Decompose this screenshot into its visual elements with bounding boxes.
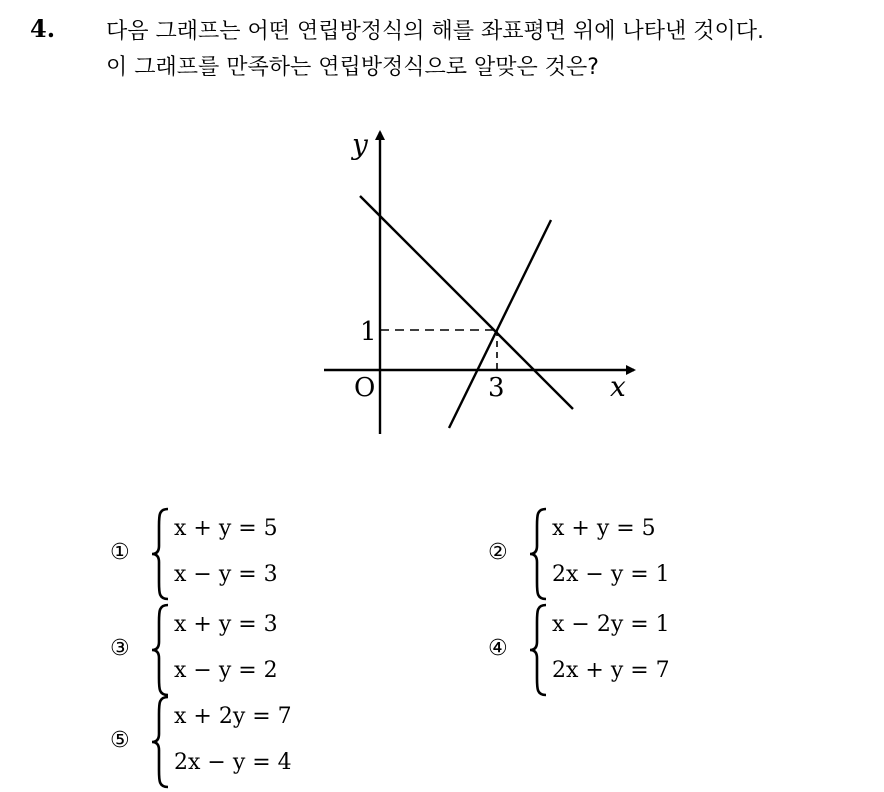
left-brace-icon	[150, 602, 172, 698]
choice-2-equation-1: x + y = 5	[552, 516, 656, 541]
left-brace-icon	[150, 694, 172, 790]
question-text-line-2: 이 그래프를 만족하는 연립방정식으로 알맞은 것은?	[106, 55, 599, 80]
choice-4-equation-2: 2x + y = 7	[552, 658, 670, 683]
choice-5-equation-2: 2x − y = 4	[174, 750, 292, 775]
x-tick-label: 3	[488, 373, 505, 403]
line-decreasing	[360, 196, 573, 409]
y-axis-label: y	[352, 128, 368, 161]
choice-4-mark: ④	[488, 636, 508, 661]
choice-2-equation-2: 2x − y = 1	[552, 562, 670, 587]
choice-3-mark: ③	[110, 636, 130, 661]
choice-3-equation-2: x − y = 2	[174, 658, 278, 683]
choice-5[interactable]	[110, 694, 410, 790]
y-tick-label: 1	[360, 317, 377, 347]
question-text-line-1: 다음 그래프는 어떤 연립방정식의 해를 좌표평면 위에 나타낸 것이다.	[106, 19, 764, 44]
choice-3-equation-1: x + y = 3	[174, 612, 278, 637]
choice-5-mark: ⑤	[110, 728, 130, 753]
question-number: 4.	[30, 14, 56, 43]
choice-3[interactable]	[110, 602, 410, 698]
left-brace-icon	[150, 506, 172, 602]
choice-5-equation-1: x + 2y = 7	[174, 704, 292, 729]
choice-1-mark: ①	[110, 540, 130, 565]
choice-2-mark: ②	[488, 540, 508, 565]
origin-label: O	[354, 373, 376, 403]
choice-1-equation-1: x + y = 5	[174, 516, 278, 541]
choice-4-equation-1: x − 2y = 1	[552, 612, 670, 637]
choice-2[interactable]	[488, 506, 788, 602]
left-brace-icon	[528, 506, 550, 602]
left-brace-icon	[528, 602, 550, 698]
x-axis-label: x	[610, 370, 626, 403]
choice-1[interactable]	[110, 506, 410, 602]
choice-1-equation-2: x − y = 3	[174, 562, 278, 587]
choice-4[interactable]	[488, 602, 788, 698]
